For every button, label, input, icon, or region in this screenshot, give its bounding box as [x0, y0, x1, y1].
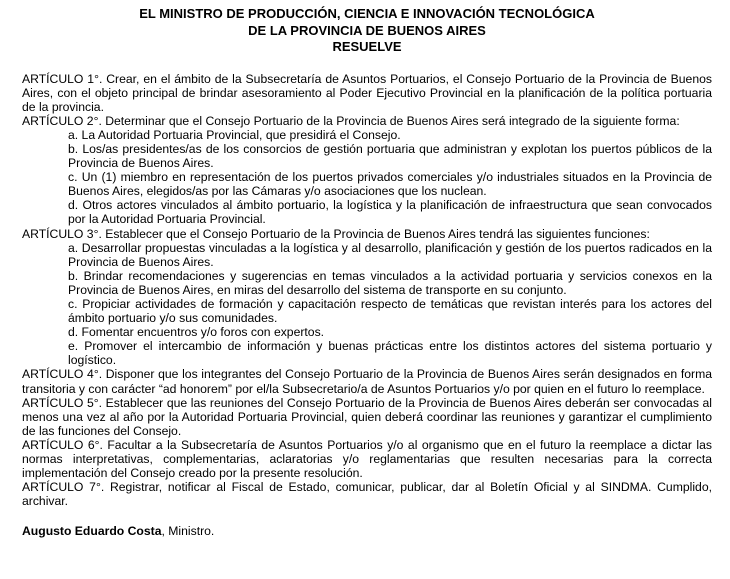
- header-line-2: DE LA PROVINCIA DE BUENOS AIRES: [248, 22, 486, 38]
- signature: [22, 524, 712, 538]
- article-2-item-b: b. Los/as presidentes/as de los consorcios de gestión portuaria que administran y explotan los puertos públicos de la Provincia de Buenos Aires.: [68, 141, 712, 171]
- article-2-item-a: a. La Autoridad Portuaria Provincial, que presidirá el Consejo.: [68, 127, 401, 142]
- article-6: ARTÍCULO 6°. Facultar a la Subsecretaría de Asuntos Portuarios y/o al organismo que en el futuro la reemplace a dictar las normas interpretativas, complementarias, aclaratorias y/o reglamentarias que resulten necesarias para la correcta implementación del Consejo creado por la presente resolución.: [22, 437, 712, 481]
- signatory-name: Augusto Eduardo Costa: [22, 524, 162, 539]
- article-2: ARTÍCULO 2°. Determinar que el Consejo Portuario de la Provincia de Buenos Aires será integrado de la siguiente forma:: [22, 113, 680, 128]
- article-3-item-b: b. Brindar recomendaciones y sugerencias en temas vinculados a la actividad portuaria y servicios conexos en la Provincia de Buenos Aires, en miras del desarrollo del sistema de transporte en su conjunto.: [68, 268, 712, 297]
- article-1: ARTÍCULO 1°. Crear, en el ámbito de la Subsecretaría de Asuntos Portuarios, el Consejo Portuario de la Provincia de Buenos Aires, con el objeto principal de brindar asesoramiento al Poder Ejecutivo Provincial en la planificación de la política portuaria de la provincia.: [22, 71, 712, 114]
- article-3-item-e: e. Promover el intercambio de información y buenas prácticas entre los distintos actores del sistema portuario y logístico.: [68, 339, 712, 368]
- article-2-item-c: c. Un (1) miembro en representación de los puertos privados comerciales y/o industriales situados en la Provincia de Buenos Aires, elegidos/as por las Cámaras y/o asociaciones que los nuclean.: [68, 170, 712, 199]
- article-4: ARTÍCULO 4°. Disponer que los integrantes del Consejo Portuario de la Provincia de Buenos Aires serán designados en forma transitoria y con carácter “ad honorem” por el/la Subsecretario/a de Asuntos Portuarios y/o por quien en el futuro lo reemplace.: [22, 367, 712, 396]
- header-line-3: RESUELVE: [332, 39, 402, 54]
- resolution-body: [22, 72, 712, 509]
- article-3: ARTÍCULO 3°. Establecer que el Consejo Portuario de la Provincia de Buenos Aires tendrá las siguientes funciones:: [22, 226, 650, 241]
- article-3-item-d: d. Fomentar encuentros y/o foros con expertos.: [68, 325, 325, 340]
- article-2-items: [22, 128, 712, 227]
- article-2-item-d: d. Otros actores vinculados al ámbito portuario, la logística y la planificación de infraestructura que sean convocados por la Autoridad Portuaria Provincial.: [68, 198, 712, 227]
- article-3-item-c: c. Propiciar actividades de formación y capacitación respecto de temáticas que revistan interés para los actores del ámbito portuario y/o sus comunidades.: [68, 297, 712, 326]
- article-7: ARTÍCULO 7°. Registrar, notificar al Fiscal de Estado, comunicar, publicar, dar al Boletín Oficial y al SINDMA. Cumplido, archivar.: [22, 480, 712, 509]
- header-line-1: EL MINISTRO DE PRODUCCIÓN, CIENCIA E INNOVACIÓN TECNOLÓGICA: [139, 6, 595, 21]
- resolution-header: [22, 6, 712, 56]
- article-3-items: [22, 241, 712, 368]
- signatory-role: , Ministro.: [161, 524, 215, 539]
- article-3-item-a: a. Desarrollar propuestas vinculadas a la logística y al desarrollo, planificación y gestión de los puertos radicados en la Provincia de Buenos Aires.: [68, 240, 712, 269]
- article-5: ARTÍCULO 5°. Establecer que las reuniones del Consejo Portuario de la Provincia de Buenos Aires deberán ser convocadas al menos una vez al año por la Autoridad Portuaria Provincial, quien deberá coordinar las reuniones y garantizar el cumplimiento de las funciones del Consejo.: [22, 395, 712, 438]
